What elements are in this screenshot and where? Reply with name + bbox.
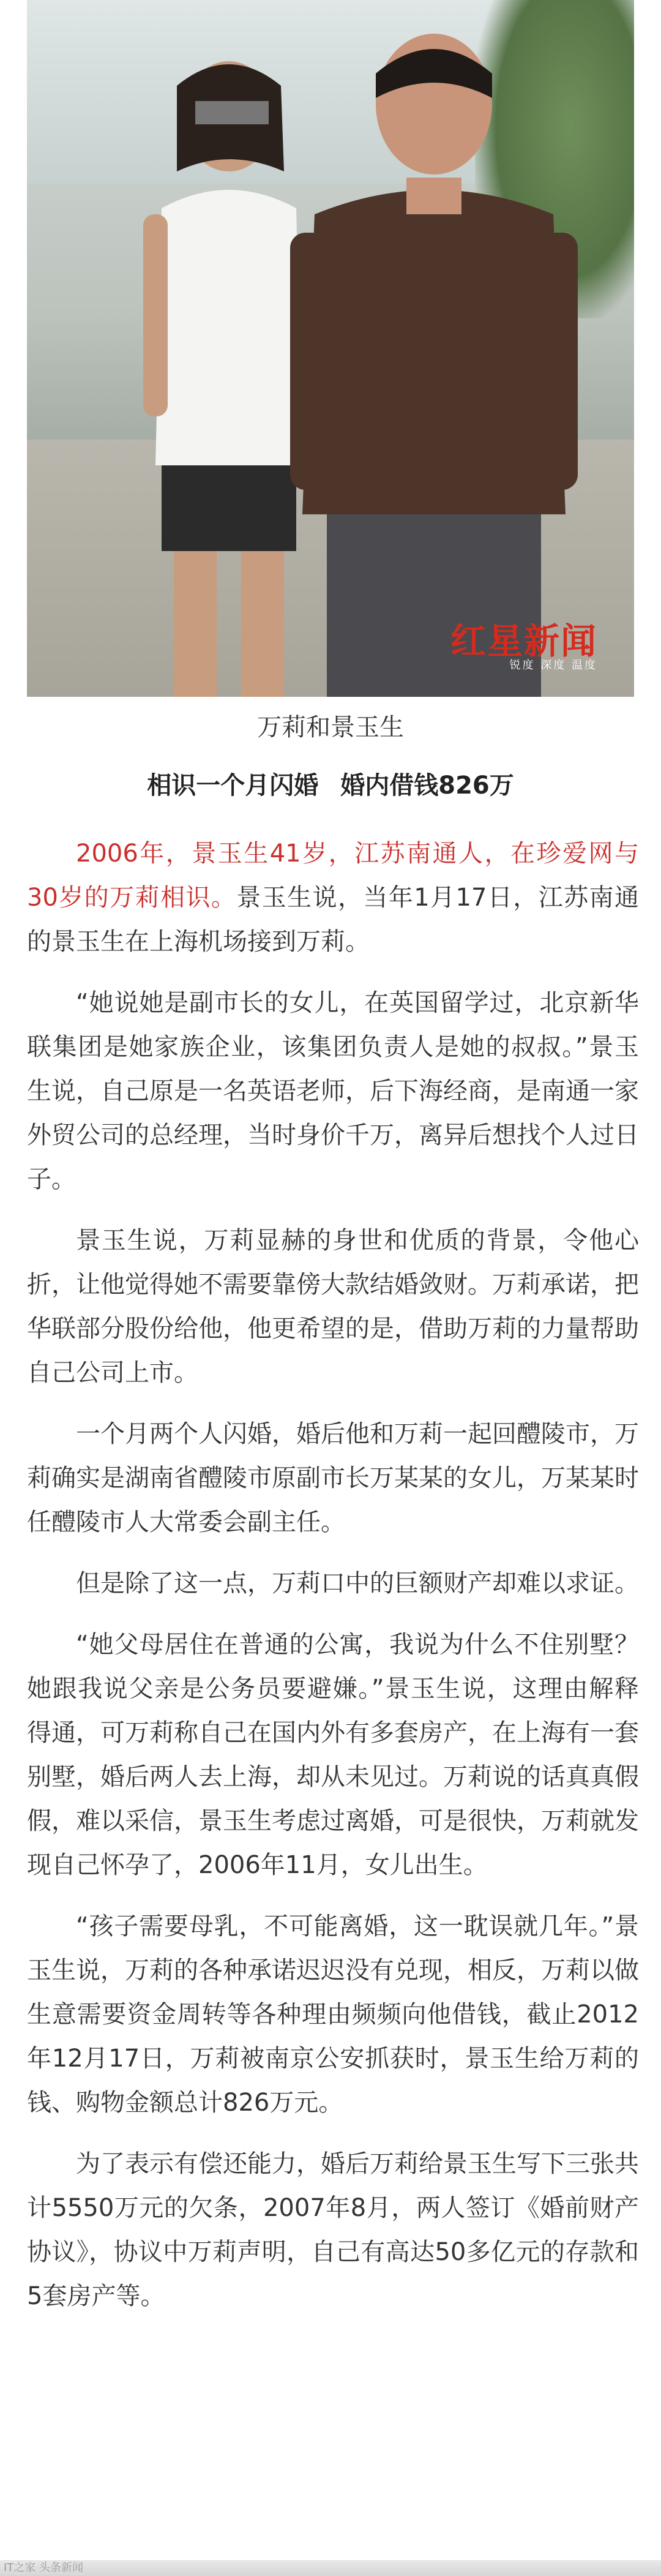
paragraph-4: 一个月两个人闪婚，婚后他和万莉一起回醴陵市，万莉确实是湖南省醴陵市原副市长万某某的女儿，万某某时任醴陵市人大常委会副主任。: [27, 1420, 639, 1536]
subheading-part-2: 婚内借钱826万: [340, 772, 514, 800]
paragraph-1-highlight: 2006年，景玉生41岁，江苏南通人，在珍爱网与30岁的万莉相识。: [27, 839, 639, 912]
paragraph-2: “她说她是副市长的女儿，在英国留学过，北京新华联集团是她家族企业，该集团负责人是她的叔叔。”景玉生说，自己原是一名英语老师，后下海经商，是南通一家外贸公司的总经理，当时身价千万，离异后想找个人过日子。: [27, 989, 639, 1193]
bottom-bar: [0, 2560, 661, 2576]
paragraph-1-text: 景玉生说，当年1月17日，江苏南通的景玉生在上海机场接到万莉。: [27, 884, 639, 956]
paragraph-5: 但是除了这一点，万莉口中的巨额财产却难以求证。: [76, 1569, 639, 1598]
article-photo: [27, 0, 634, 697]
paragraph-1: [27, 832, 639, 964]
article-body: [27, 832, 639, 2335]
photo-watermark-brand: 红星新闻: [450, 620, 597, 662]
photo-watermark-tagline: 锐度 深度 温度: [509, 659, 597, 672]
section-subheading: [0, 767, 661, 804]
paragraph-6: “她父母居住在普通的公寓，我说为什么不住别墅？她跟我说父亲是公务员要避嫌。”景玉生说，这理由解释得通，可万莉称自己在国内外有多套房产，在上海有一套别墅，婚后两人去上海，却从未见过。万莉说的话真真假假，难以采信，景玉生考虑过离婚，可是很快，万莉就发现自己怀孕了，2006年11月，女儿出生。: [27, 1631, 639, 1879]
paragraph-8: 为了表示有偿还能力，婚后万莉给景玉生写下三张共计5550万元的欠条，2007年8月，两人签订《婚前财产协议》，协议中万莉声明，自己有高达50多亿元的存款和5套房产等。: [27, 2150, 639, 2310]
photo-man-figure: [290, 12, 578, 697]
paragraph-7: “孩子需要母乳，不可能离婚，这一耽误就几年。”景玉生说，万莉的各种承诺迟迟没有兑现，相反，万莉以做生意需要资金周转等各种理由频频向他借钱，截止2012年12月17日，万莉被南京公安抓获时，景玉生给万莉的钱、购物金额总计826万元。: [27, 1912, 639, 2117]
paragraph-3: 景玉生说，万莉显赫的身世和优质的背景，令他心折，让他觉得她不需要靠傍大款结婚敛财。万莉承诺，把华联部分股份给他，他更希望的是，借助万莉的力量帮助自己公司上市。: [27, 1226, 639, 1387]
photo-caption: 万莉和景玉生: [257, 713, 404, 742]
footer-logo: IT之家 头条新闻: [4, 2561, 84, 2574]
subheading-part-1: 相识一个月闪婚: [147, 772, 319, 800]
